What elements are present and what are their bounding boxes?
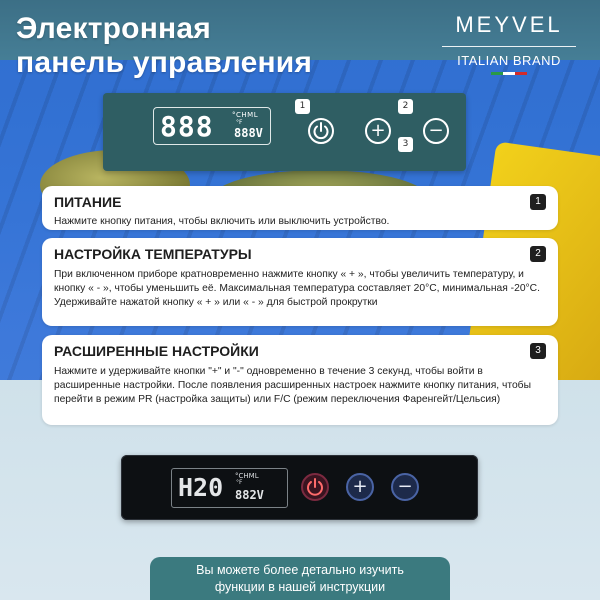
device-display-fahrenheit: °F — [236, 479, 243, 486]
plus-button[interactable]: + — [365, 118, 391, 144]
badge-3: 3 — [398, 137, 413, 152]
card-power-title: ПИТАНИЕ — [54, 194, 122, 210]
card-power-badge: 1 — [530, 194, 546, 210]
card-temperature-hint: Удерживайте нажатой кнопку « + » или « - » для быстрой прокрутки — [54, 297, 378, 308]
device-display-small: 882V — [235, 488, 264, 502]
device-display — [171, 468, 288, 508]
card-temperature-badge: 2 — [530, 246, 546, 262]
device-plus-button[interactable]: + — [346, 473, 374, 501]
card-advanced-badge: 3 — [530, 343, 546, 359]
device-control-panel — [121, 455, 478, 520]
banner-line-1: Вы можете более детально изучить — [196, 563, 404, 577]
banner-line-2: функции в нашей инструкции — [214, 580, 386, 594]
badge-2: 2 — [398, 99, 413, 114]
power-icon — [303, 475, 327, 499]
display-units: °CHML — [232, 111, 259, 119]
device-power-button[interactable] — [301, 473, 329, 501]
panel-display — [153, 107, 271, 145]
card-advanced-title: РАСШИРЕННЫЕ НАСТРОЙКИ — [54, 343, 259, 359]
card-power — [42, 186, 558, 230]
card-advanced — [42, 335, 558, 425]
card-temperature — [42, 238, 558, 326]
title-line-2: панель управления — [16, 46, 313, 79]
badge-1: 1 — [295, 99, 310, 114]
display-main-digits: 888 — [160, 110, 214, 143]
display-fahrenheit: °F — [236, 119, 243, 126]
card-advanced-text: Нажмите и удерживайте кнопки "+" и "-" одновременно в течение 3 секунд, чтобы войти в расширенные настройки. После появления расширенных настроек нажмите кнопку питания, чтобы перейти в режим PR (настройка защиты) или F/C (режим переключения Фаренгейт/Цельсия) — [54, 366, 531, 405]
control-panel-illustration — [103, 93, 466, 171]
card-power-text: Нажмите кнопку питания, чтобы включить или выключить устройство. — [54, 216, 390, 227]
device-minus-button[interactable]: − — [391, 473, 419, 501]
italian-flag-icon — [491, 72, 527, 75]
power-icon — [310, 120, 332, 142]
page-title — [16, 12, 396, 80]
brand-block — [434, 12, 584, 75]
brand-tagline: ITALIAN BRAND — [457, 53, 561, 68]
display-small-digits: 888V — [234, 126, 263, 140]
manual-banner — [150, 557, 450, 600]
brand-divider — [442, 46, 576, 47]
minus-button[interactable]: − — [423, 118, 449, 144]
card-temperature-title: НАСТРОЙКА ТЕМПЕРАТУРЫ — [54, 246, 252, 262]
brand-logo: MEYVEL — [455, 12, 563, 37]
card-temperature-text: При включенном приборе кратновременно нажмите кнопку « + », чтобы увеличить температуру, и кнопку « - », чтобы уменьшить её. Максимальная температура составляет 20°C, минимальная -20°C. — [54, 269, 540, 294]
device-display-main: H20 — [178, 473, 224, 502]
device-display-units: °CHML — [235, 472, 259, 480]
power-button[interactable] — [308, 118, 334, 144]
title-line-1: Электронная — [16, 12, 211, 45]
